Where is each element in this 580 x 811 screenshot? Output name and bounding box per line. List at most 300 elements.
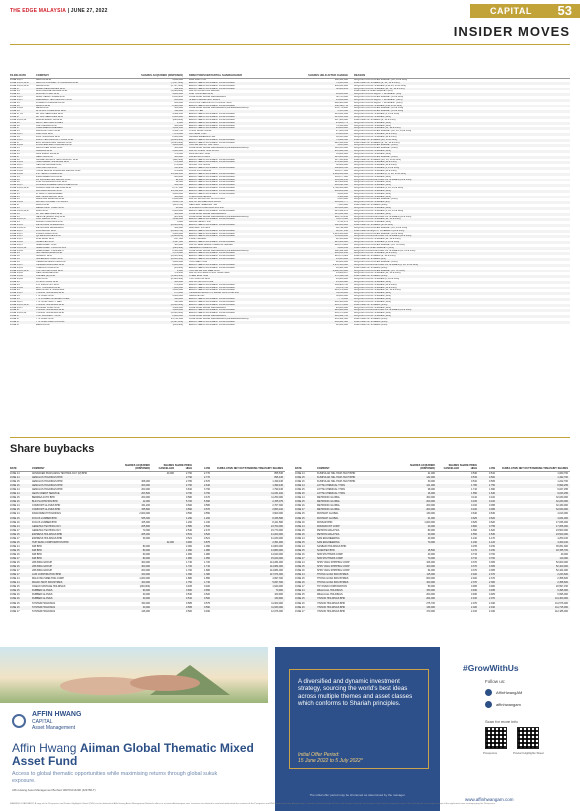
table-cell: ANCOM NYLEX BHD	[36, 93, 60, 96]
table-cell: 0.505	[489, 480, 495, 484]
table-cell: 272,469,511	[334, 275, 348, 278]
table-cell: 400,000	[141, 561, 150, 565]
table-cell: EMPLOYEES PROVIDENT FUND BOARD	[189, 303, 235, 306]
table-cell: 0.105	[471, 500, 477, 504]
table-cell: SYNTEM HOLDINGS	[32, 605, 56, 609]
table-cell: PPB GROUP BHD	[36, 229, 56, 232]
table-cell: 32,630,000	[556, 508, 568, 512]
table-cell: (96,500)	[174, 215, 183, 218]
table-cell: HARTALEGA HOLDINGS BHD	[36, 161, 69, 164]
section-rule	[10, 437, 570, 438]
table-cell: 3,900,000	[272, 512, 283, 516]
table-cell: 6,663,900	[172, 209, 183, 212]
table-cell: 1,200,000	[172, 192, 183, 195]
table-cell: BERMAZ AUTO BHD	[32, 496, 55, 500]
table-cell: 276,400	[174, 283, 183, 286]
table-cell: 6,495,000	[557, 589, 568, 593]
table-cell: ABATUS CONCEPTS HOLDINGS BHD	[36, 81, 79, 84]
table-cell: DISPOSAL OF SHARES (9, 10 & 13/6)	[354, 255, 396, 258]
table-cell: KUMPULAN WANG PERSARAAN	[189, 315, 226, 318]
table-cell: 11,930,000	[271, 605, 283, 609]
table-cell: 999,755,412	[334, 215, 348, 218]
table-cell: 0.510	[471, 480, 477, 484]
table-cell: 1,060,700	[557, 472, 568, 475]
table-cell: 104,800	[174, 226, 183, 229]
table-cell: JUNE 14,16	[10, 278, 23, 281]
col-acquired: SHARES ACQUIRED/ (DISPOSED)	[124, 464, 150, 470]
table-cell: RUBBER GLOVES	[32, 593, 53, 597]
table-cell: DISPOSAL OF SHARES (8/6)	[354, 258, 386, 261]
table-cell: 1,000,000	[172, 306, 183, 309]
table-cell: 200,000	[174, 101, 183, 104]
table-cell: 28,000	[427, 488, 435, 492]
table-cell: 3.150	[489, 548, 495, 552]
table-cell: 45,000,000	[336, 278, 348, 281]
table-cell: 0.531	[186, 532, 192, 536]
table-cell: MALTECH PUVIAN	[189, 226, 210, 229]
table-cell: EMPLOYEES PROVIDENT FUND BOARD	[189, 115, 235, 118]
table-cell: 551,238,100	[334, 235, 348, 238]
table-cell: 229,940,800	[334, 309, 348, 312]
table-cell: JUNE 15	[10, 195, 20, 198]
table-cell: EMPLOYEES PROVIDENT FUND BOARD	[189, 312, 235, 315]
table-cell: YINSON HOLDINGS BHD	[36, 309, 65, 312]
table-cell: 2.020	[471, 605, 477, 609]
social-facebook[interactable]	[485, 689, 522, 696]
table-cell: EMPLOYEES PROVIDENT FUND BOARD	[189, 218, 235, 221]
table-cell: ACQUISITION IN OPEN MARKET (14/6)	[354, 147, 398, 150]
table-cell: 28,000,000	[336, 306, 348, 309]
table-cell: EMPLOYEES PROVIDENT FUND BOARD	[189, 224, 235, 227]
table-cell: JUNE 14,15	[10, 161, 23, 164]
table-cell: 535,300	[141, 516, 150, 520]
table-cell: 14,800,000	[271, 544, 283, 548]
table-cell: 4.530	[489, 532, 495, 536]
ad-strategy-text: A diversified and dynamic investment strategy, sourcing the world's best ideas across multiple themes and asset classes which conforms to Shariah principles.	[298, 678, 413, 708]
table-cell: EMPLOYEES PROVIDENT FUND BOARD	[189, 113, 235, 116]
table-cell: EMPLOYEES PROVIDENT FUND BOARD	[189, 84, 235, 87]
table-cell: JUNE 15	[10, 130, 20, 133]
table-cell: TAN SRI DR LIM WEE CHAI	[189, 269, 220, 272]
table-cell: DNB TRUSTEES BHD	[189, 93, 214, 96]
table-cell: ECO WORLD DEV GROUP BHD	[36, 141, 72, 144]
table-cell: 155,800	[141, 508, 150, 512]
table-cell: SKP RESOURCES BHD	[36, 252, 63, 255]
issue-date: JUNE 27, 2022	[70, 8, 108, 14]
table-cell: 0.925	[489, 593, 495, 597]
table-cell: 1.640	[489, 492, 495, 496]
table-cell: 0.795	[489, 524, 495, 528]
table-cell: EMPLOYEES PROVIDENT FUND BOARD	[189, 235, 235, 238]
table-cell: 1,100,000	[337, 195, 348, 198]
table-cell: 70,000	[142, 528, 150, 532]
table-cell: JUNE 14,17	[10, 96, 23, 99]
table-cell: SYNTEM HOLDINGS	[32, 601, 56, 605]
table-cell: ACQUISITION OF SHARES (9, 10 & 13/6)	[354, 241, 400, 244]
table-cell: PETRON MALAYSIA	[317, 532, 340, 536]
follow-label: Follow us:	[485, 679, 506, 684]
table-cell: EMPLOYEES PROVIDENT FUND BOARD	[189, 229, 235, 232]
table-cell: 309,300	[174, 184, 183, 187]
table-cell: 226,340,100	[334, 141, 348, 144]
table-cell: 1.290	[186, 516, 192, 520]
table-cell: JUNE 16	[295, 520, 305, 524]
table-cell: TELEKOM MALAYSIA BHD	[36, 261, 66, 263]
table-cell: ESPRESS HOLDINGS BHD	[32, 532, 63, 536]
table-cell: 130,000	[426, 512, 435, 516]
table-cell: 14,940,000	[271, 552, 283, 556]
table-cell: 576,300	[174, 152, 183, 155]
table-cell: 0.490	[204, 609, 210, 613]
table-cell: RHB BANK BHD	[36, 238, 54, 241]
table-cell: DANCOMECH HOLDINGS	[32, 512, 61, 516]
table-cell: JUNE 14	[295, 573, 305, 577]
table-cell: 5,000	[177, 221, 183, 224]
table-cell: 4,830,400	[337, 192, 348, 195]
table-cell: 181,631,777	[334, 201, 348, 204]
table-cell: TENAGA NASIONAL BHD	[36, 263, 65, 266]
table-cell: KUMPULAN WANG PERSARAAN	[189, 306, 226, 309]
table-cell: DISPOSAL OF SHARES (9, 10, 13 & 14/6)	[354, 81, 400, 84]
table-cell: GENETEC TECHNOLOGY	[32, 524, 61, 528]
table-cell: 4.120	[489, 540, 495, 544]
table-cell: KUMPULAN WANG PERSARAAN (DIPERBADANKAN)	[189, 107, 249, 110]
table-cell: AEMULUS HOLDINGS BHD	[32, 480, 63, 484]
table-cell: ACQUISITION OF SHARES (8, 10 & 13/6)	[354, 278, 400, 281]
table-cell: 235,929,500	[334, 150, 348, 153]
table-cell: 100,000	[426, 565, 435, 569]
table-cell: JUNE 14	[10, 504, 20, 508]
table-cell: 105,000	[141, 520, 150, 524]
table-cell: 300,000	[174, 147, 183, 150]
table-cell: JUNE 14,17	[10, 243, 23, 246]
table-cell: INARI AMERTRON BHD	[36, 175, 63, 178]
table-cell: ACQUISITION IN OPEN MARKET (13 & 14/6)	[354, 96, 404, 99]
table-cell: JUNE 15	[295, 516, 305, 520]
table-cell: JUNE 15	[10, 215, 20, 218]
table-cell: ACQUISITION OF SHARES (13/6)	[354, 124, 391, 127]
table-cell: JUNE 14,15,16,17	[10, 81, 30, 84]
table-cell: 130,900	[274, 597, 283, 601]
table-cell: DISPOSAL OF SHARES (13/6)	[354, 275, 388, 278]
table-cell: JUNE 14,15,16,17	[10, 84, 30, 87]
table-cell: 52,000,000	[556, 561, 568, 565]
table-cell: 590,000	[174, 110, 183, 113]
table-cell: IGB BHD	[32, 552, 42, 556]
table-cell: 179,200	[174, 272, 183, 275]
table-cell: ACQUISITION OF SHARES (9/6)	[354, 201, 390, 204]
table-cell: JUNE 15	[10, 192, 20, 195]
table-cell: JUNE 17	[10, 309, 20, 312]
table-cell: 14,880,000	[271, 548, 283, 552]
table-cell: IHH HEALTHCARE BHD	[36, 172, 63, 175]
table-cell: (3,061,000)	[170, 303, 183, 306]
table-cell: ACQUISITION OF SHARES (13/6)	[354, 195, 391, 198]
table-cell: JUNE 14,17	[10, 263, 23, 266]
table-cell: IGB BHD	[32, 556, 42, 560]
table-cell: EMPLOYEES PROVIDENT FUND BOARD	[189, 124, 235, 127]
table-cell: 261,175,400	[334, 303, 348, 306]
table-cell: YINSON HOLDINGS BHD	[317, 601, 346, 605]
table-cell: JUNE 15	[10, 289, 20, 292]
table-cell: 0.590	[186, 508, 192, 512]
table-cell: 7,065,800	[337, 204, 348, 207]
table-cell: 1.990	[204, 544, 210, 548]
table-cell: 209,941,580	[334, 320, 348, 323]
table-cell: YINSON HOLDINGS BHD	[36, 303, 65, 306]
table-cell: MISC BHD	[36, 209, 48, 212]
table-cell: CHOO WING HONG	[189, 130, 212, 133]
table-cell: 0.700	[489, 556, 495, 560]
table-cell: AEMULUS HOLDINGS BHD	[32, 476, 63, 480]
table-cell: 0.521	[204, 536, 210, 540]
table-cell: KUMPULAN H&L HIGH-TECH BHD	[317, 472, 356, 475]
table-cell: VITROX CORP BHD	[36, 280, 59, 283]
table-cell: 313,200	[174, 167, 183, 170]
table-cell: 1.880	[186, 577, 192, 581]
table-cell: 5,155,366	[337, 110, 348, 113]
table-cell: ACQUISITION OF SHARES (13/6)	[354, 181, 391, 184]
table-cell: 186,131,000	[334, 79, 348, 81]
table-cell: 35,051,900	[556, 544, 568, 548]
table-cell: JUNE 14	[10, 488, 20, 492]
page-number: 53	[557, 3, 572, 18]
table-cell: 662,200	[174, 87, 183, 90]
table-cell: 1,000,000	[172, 261, 183, 263]
table-cell: 8,717,000	[172, 187, 183, 190]
table-cell: 476,200	[174, 170, 183, 172]
table-cell: JUNE 15	[10, 295, 20, 298]
table-cell: 0.100	[489, 496, 495, 500]
table-cell: 106,000	[426, 561, 435, 565]
table-cell: YTL CORP BHD	[36, 295, 54, 298]
table-cell: 42,136,900	[336, 238, 348, 241]
table-cell: 2,351,900	[272, 540, 283, 544]
table-cell: JUNE 17	[10, 127, 20, 130]
table-cell: YTL CORPORATION BHD	[36, 320, 65, 323]
table-cell: JUNE 14,16	[10, 272, 23, 275]
table-cell: BURSA MALAYSIA BHD	[36, 118, 63, 121]
table-cell: DISPOSAL OF SHARES (9, 13 & 15/6)	[354, 118, 396, 121]
table-cell: 4,000	[177, 269, 183, 272]
table-cell: IOI PROPERTIES GROUP BHD	[36, 178, 71, 181]
table-cell: SIME DARBY PROPERTY	[36, 249, 65, 252]
table-cell: KWSP ISLAMIC	[189, 238, 207, 241]
table-cell: SYNTEM HOLDINGS	[32, 609, 56, 613]
table-cell: 225,360,000	[334, 241, 348, 244]
table-cell: ACQUISITION OF SHARES (13/6)	[354, 295, 391, 298]
table-cell: JUNE 15	[10, 198, 20, 201]
table-cell: 315,644,800	[334, 212, 348, 215]
table-cell: 1,051,100	[172, 127, 183, 130]
table-cell: ACQUISITION OF SHARES (14/6)	[354, 189, 391, 192]
table-cell: (1,596,500)	[170, 275, 183, 278]
table-cell: 102,000,000	[334, 224, 348, 227]
table-cell: GEIKHAM HIBERNAT S/B	[189, 204, 218, 207]
table-row	[10, 610, 285, 614]
table-cell: JUNE 15,16	[10, 275, 23, 278]
table-cell: ZELAN BHD	[36, 323, 50, 326]
table-cell: 1,000,000	[172, 309, 183, 312]
table-cell: JUNE 15	[295, 540, 305, 544]
table-cell: JUNE 14	[295, 524, 305, 528]
table-cell: ACQUISITION OF SHARES (9,10,13, 14 & 15/6)	[354, 84, 406, 87]
table-cell: SUNWAY BHD	[36, 255, 52, 258]
table-cell: (2,009,700)	[170, 229, 183, 232]
table-cell: (200,000)	[139, 585, 150, 589]
table-cell: RUBBER GLOVES	[32, 597, 53, 601]
table-cell: (2,000,000)	[170, 224, 183, 227]
section-tab	[470, 4, 580, 18]
table-cell: 0.530	[471, 472, 477, 475]
table-cell: EMPLOYEES PROVIDENT FUND BOARD	[189, 104, 235, 107]
table-cell: 2,233,200	[172, 96, 183, 99]
table-cell: 300,000	[174, 124, 183, 127]
col-company: COMPANY	[317, 467, 330, 470]
table-cell: 264,000	[426, 597, 435, 601]
table-cell: SCIENTEX BHD	[36, 241, 54, 244]
table-cell: JUNE 14	[10, 472, 20, 475]
table-cell: DXN HOLDINGS BHD	[36, 135, 60, 138]
table-cell: TAN SRI DATUK TAN HUAT	[189, 144, 220, 147]
table-cell: JUNE 16	[10, 565, 20, 569]
table-cell: JUNE 14,16	[10, 144, 23, 147]
table-cell: 1,192,700	[557, 476, 568, 480]
table-cell: WCT HOLDINGS BHD	[36, 286, 61, 289]
table-cell: SIME DARBY PLANTATION	[36, 246, 67, 249]
table-cell: JUNE 16	[10, 124, 20, 127]
table-cell: ACQUISITION OF SHARES (14/6)	[354, 315, 391, 318]
table-cell: COMFORT GLOVES BHD	[32, 504, 61, 508]
table-cell: 2.780	[186, 480, 192, 484]
table-cell: ACQUISITION OF SHARES (10/6)	[354, 212, 391, 215]
table-cell: 0.875	[204, 540, 210, 544]
table-cell: (1,660,200)	[170, 235, 183, 238]
table-cell: EMPLOYEES PROVIDENT FUND BOARD	[189, 286, 235, 289]
table-cell: 51,979,700	[336, 286, 348, 289]
table-cell: GEMBALA TANGKAS S/B	[189, 246, 217, 249]
col-company: COMPANY	[32, 467, 45, 470]
col-low: LOW	[204, 467, 210, 470]
table-cell: 0.400	[204, 585, 210, 589]
table-cell: JUNE 14	[10, 512, 20, 516]
table-cell: JUNE 16	[295, 552, 305, 556]
table-cell: 2.370	[471, 581, 477, 585]
table-cell: EMPLOYEES PROVIDENT FUND BOARD	[189, 175, 235, 178]
table-cell: JUNE 14	[295, 536, 305, 540]
table-cell: 25,721,000	[171, 317, 183, 320]
table-cell: ACQUISITION OF SHARES (13 & 14/6)	[354, 133, 397, 136]
table-cell: EMPLOYEES PROVIDENT FUND BOARD	[189, 81, 235, 84]
table-cell: TENANGA SANGHYS SALAN KUN FUND INC	[189, 292, 240, 295]
table-cell: JUNE 14	[10, 90, 20, 93]
table-cell: 0.905	[471, 585, 477, 589]
table-cell: 11,258,000	[336, 292, 348, 295]
table-cell: 0.700	[489, 552, 495, 556]
table-cell: 235,562,300	[334, 317, 348, 320]
table-cell: (1,096,400)	[170, 138, 183, 141]
qr-code-prospectus[interactable]	[485, 727, 507, 749]
table-cell: JUNE 14,16	[10, 172, 23, 175]
table-cell: LOTTE CHEMICAL TITAN	[317, 488, 345, 492]
table-cell: JUNE 17,15	[10, 113, 23, 116]
table-cell: ACQUISITION IN OPEN MARKET (13/6)	[354, 144, 398, 147]
table-cell: JUNE 15	[295, 528, 305, 532]
table-cell: 117,530,200	[334, 158, 348, 161]
table-cell: EMPLOYEES PROVIDENT FUND BOARD	[189, 283, 235, 286]
table-cell: 23,520,000	[556, 532, 568, 536]
table-cell: LOOI KOK HEAN & LOH CHOON HUAT	[189, 101, 233, 104]
table-cell: FRONTKEN CORP BHD	[36, 147, 63, 150]
table-cell: EMPLOYEES PROVIDENT FUND BOARD	[189, 209, 235, 212]
table-cell: 2.400	[471, 573, 477, 577]
table-cell: 0.650	[204, 589, 210, 593]
table-cell: JUNE 15	[295, 512, 305, 516]
table-cell: JUNE 17	[295, 556, 305, 560]
table-cell: 100,000	[426, 581, 435, 585]
table-cell: 36,806,000	[336, 295, 348, 298]
table-cell: JUNE 16	[295, 480, 305, 484]
table-cell: 70,000	[427, 540, 435, 544]
table-cell: COMFORT GLOVES BHD	[32, 508, 61, 512]
buybacks-body-left	[10, 472, 285, 614]
table-cell: JUNE 16	[295, 492, 305, 496]
table-cell: 5.690	[204, 500, 210, 504]
table-cell: JUNE 16,17	[10, 184, 23, 187]
table-cell: 1.720	[186, 565, 192, 569]
social-instagram[interactable]	[485, 701, 521, 708]
table-cell: JUNE 16,17	[10, 164, 23, 167]
table-cell: JUNE 14,15,16,17	[10, 269, 30, 272]
table-cell: FOCUS LUMBER BHD	[32, 520, 57, 524]
website-link[interactable]: www.affinhwangam.com	[465, 797, 514, 802]
offer-dates: 15 June 2022 to 5 July 2022*	[298, 758, 363, 764]
table-cell: 1.850	[204, 577, 210, 581]
page-header	[0, 0, 580, 22]
table-cell: 187,160,600	[334, 118, 348, 121]
table-cell: ACQUISITION & DISPOSAL OF SHARES (14 & 15/6)	[354, 178, 412, 181]
table-cell: 2,358,600	[557, 577, 568, 581]
table-cell: EMPLOYEES PROVIDENT FUND BOARD	[189, 172, 235, 175]
table-cell: ACQUISITION OF SHARES (13, 14 & 15/6)	[354, 289, 401, 292]
table-cell: YINSON HOLDINGS BHD	[317, 597, 346, 601]
col-high: SHARE PRICE HIGH	[174, 464, 192, 470]
table-cell: 4.210	[471, 536, 477, 540]
table-cell: 200,000	[141, 484, 150, 488]
table-cell: 164,044,156	[334, 178, 348, 181]
table-cell: ACQUISITION OF EQUITY INTEREST (9/6)	[354, 93, 402, 96]
table-cell: JUNE 14	[10, 206, 20, 209]
headline-bold: Aiiman Global Thematic Mixed Asset Fund	[12, 741, 254, 768]
table-cell: JUNE 14	[10, 212, 20, 215]
table-cell: 41,023,400	[336, 258, 348, 261]
advertisement[interactable]	[0, 647, 580, 811]
table-cell: 308,000	[141, 480, 150, 484]
table-cell: 2,000,000	[172, 135, 183, 138]
qr-code-phs[interactable]	[517, 727, 539, 749]
section-label: CAPITAL	[490, 6, 532, 16]
table-cell: 20,000	[175, 206, 183, 209]
table-cell: UNISEM (M) BHD	[36, 275, 56, 278]
table-cell: 279,123,400	[334, 161, 348, 164]
table-cell: EMPLOYEES PROVIDENT FUND BOARD	[189, 320, 235, 323]
table-cell: 855,536	[274, 472, 283, 475]
hashtag: #GrowWithUs	[463, 663, 519, 673]
table-cell: SHIN YANG SHIPPING CORP	[317, 569, 350, 573]
table-cell: DISPOSAL OF SHARES (10/6)	[354, 266, 388, 269]
table-cell: 20,000	[427, 524, 435, 528]
table-cell: 0.515	[471, 476, 477, 480]
